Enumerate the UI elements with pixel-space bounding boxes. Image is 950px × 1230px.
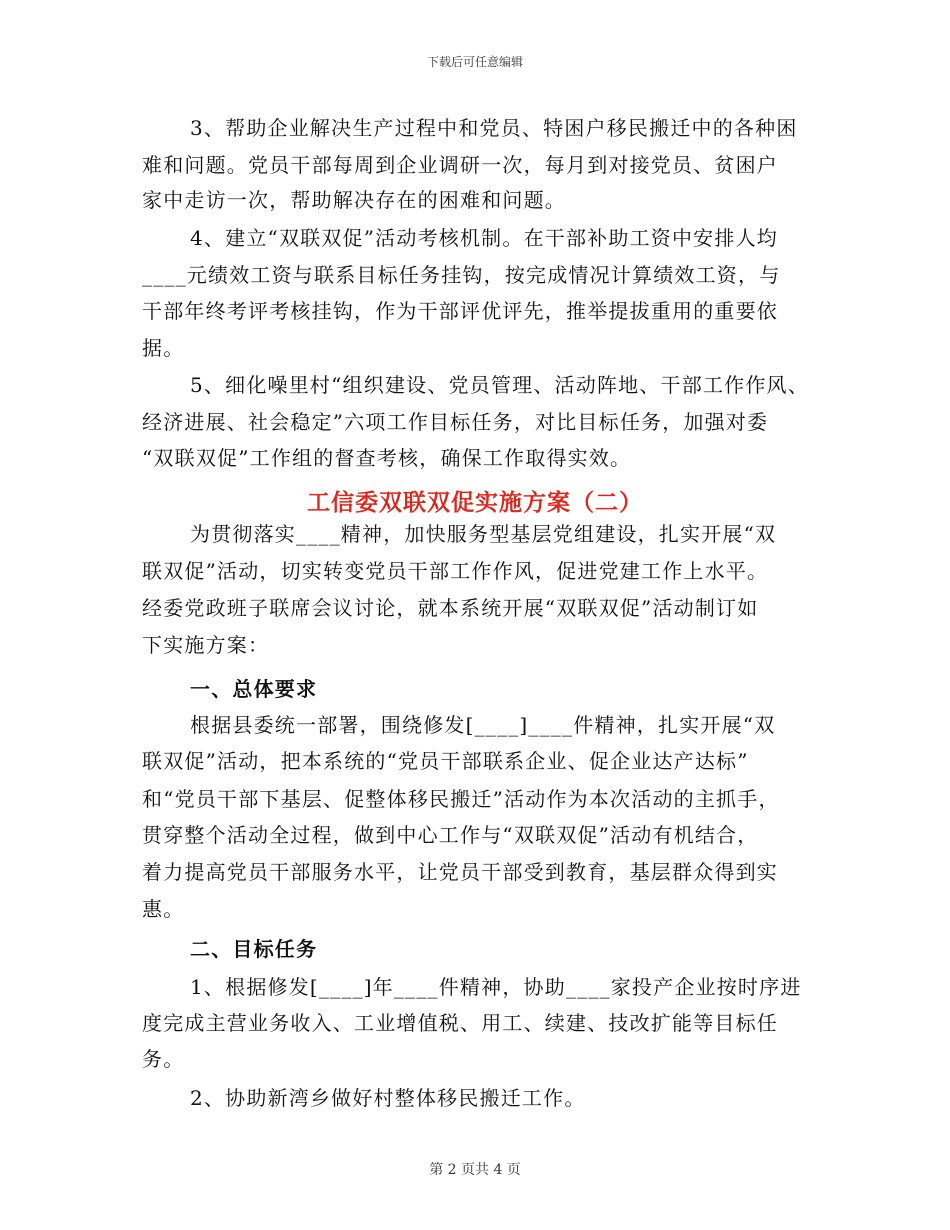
paragraph-line: 经济进展、社会稳定”六项工作目标任务，对比目标任务，加强对委 [142,410,769,434]
page-header: 下载后可任意编辑 [426,55,523,69]
paragraph-line: 3、帮助企业解决生产过程中和党员、特困户移民搬迁中的各种困 [190,116,798,140]
paragraph-line: “双联双促”工作组的督查考核，确保工作取得实效。 [142,446,632,470]
paragraph-line: 4、建立“双联双促”活动考核机制。在干部补助工资中安排人均 [190,226,778,250]
section-heading: 一、总体要求 [190,677,318,701]
paragraph-line: 据。 [142,336,185,360]
paragraph-line: 联双促”活动，切实转变党员干部工作作风，促进党建工作上水平。 [142,559,769,583]
paragraph-line: 着力提高党员干部服务水平，让党员干部受到教育，基层群众得到实 [142,860,778,884]
paragraph-line: 下实施方案： [142,633,270,657]
paragraph-line: 联双促”活动，把本系统的“党员干部联系企业、促企业达产达标” [142,749,749,773]
page-footer: 第 2 页共 4 页 [429,1162,521,1178]
paragraph-line: 1、根据修发[____]年____件精神，协助____家投产企业按时序进 [190,975,802,999]
section-heading: 二、目标任务 [190,937,318,961]
paragraph-line: 根据县委统一部署，围绕修发[____]____件精神，扎实开展“双 [190,713,776,737]
paragraph-line: 5、细化噪里村“组织建设、党员管理、活动阵地、干部工作作风、 [190,373,809,397]
paragraph-line: 和“党员干部下基层、促整体移民搬迁”活动作为本次活动的主抓手， [142,787,780,811]
document-title: 工信委双联双促实施方案（二） [307,489,643,516]
paragraph-line: 2、协助新湾乡做好村整体移民搬迁工作。 [190,1086,586,1110]
paragraph-line: 务。 [142,1047,185,1071]
paragraph-line: 经委党政班子联席会议讨论，就本系统开展“双联双促”活动制订如 [142,596,759,620]
paragraph-line: 惠。 [142,897,185,921]
paragraph-line: 度完成主营业务收入、工业增值税、用工、续建、技改扩能等目标任 [142,1011,778,1035]
paragraph-line: 贯穿整个活动全过程，做到中心工作与“双联双促”活动有机结合， [142,823,759,847]
paragraph-line: ____元绩效工资与联系目标任务挂钩，按完成情况计算绩效工资，与 [142,263,781,287]
paragraph-line: 家中走访一次，帮助解决存在的困难和问题。 [142,188,566,212]
paragraph-line: 为贯彻落实____精神，加快服务型基层党组建设，扎实开展“双 [190,522,777,546]
paragraph-line: 干部年终考评考核挂钩，作为干部评优评先，推举提拔重用的重要依 [142,299,778,323]
paragraph-line: 难和问题。党员干部每周到企业调研一次，每月到对接党员、贫困户 [142,153,778,177]
